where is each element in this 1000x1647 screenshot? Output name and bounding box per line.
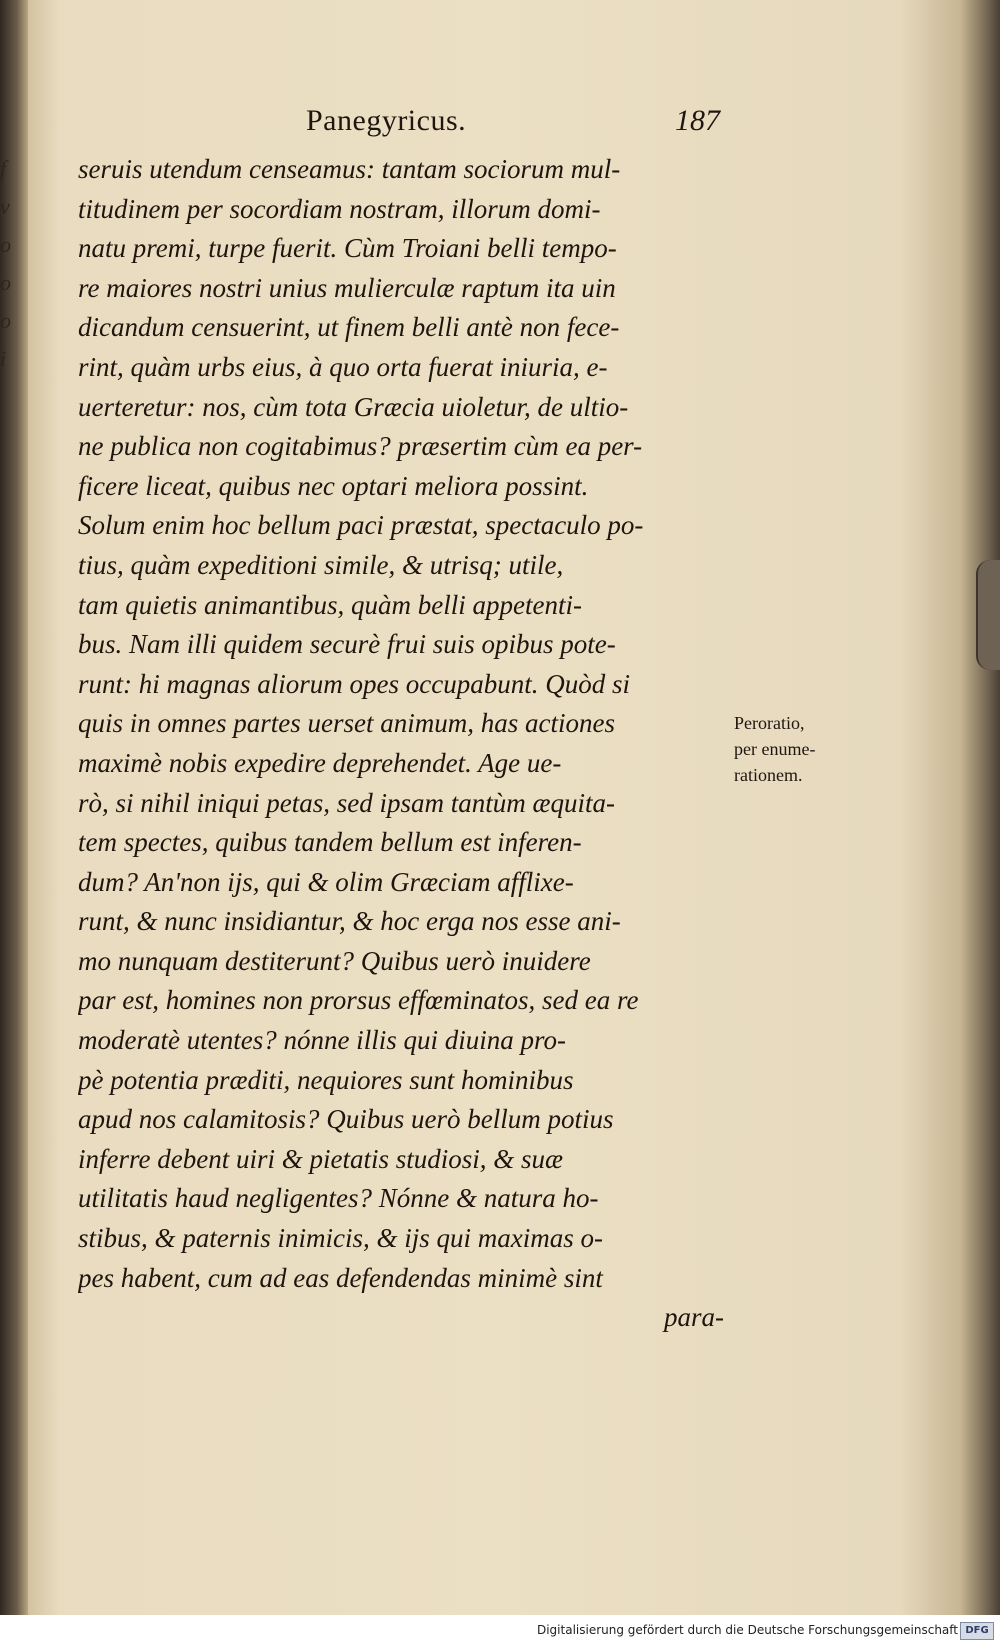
text-line: dum? An'non ijs, qui & olim Græciam afflixe-: [78, 866, 574, 897]
running-header: [300, 104, 720, 144]
text-line: titudinem per socordiam nostram, illorum domi-: [78, 193, 601, 224]
marginal-note-line: Peroratio,: [734, 713, 805, 733]
page-number: 187: [675, 104, 720, 137]
text-line: rò, si nihil iniqui petas, sed ipsam tantùm æquita-: [78, 787, 616, 818]
text-line: pes habent, cum ad eas defendendas minimè sint: [78, 1262, 603, 1293]
text-line: moderatè utentes? nónne illis qui diuina pro-: [78, 1025, 566, 1056]
text-line: runt, & nunc insidiantur, & hoc erga nos esse ani-: [78, 906, 621, 937]
text-line: apud nos calamitosis? Quibus uerò bellum potius: [78, 1104, 614, 1135]
text-line: uerteretur: nos, cùm tota Græcia uioletur, de ultio-: [78, 391, 629, 422]
edge-fragments: f v o o o i: [0, 156, 11, 371]
text-line: seruis utendum censeamus: tantam sociorum mul-: [78, 154, 621, 184]
running-title: Panegyricus.: [306, 104, 467, 137]
footer-bar: [0, 1615, 1000, 1647]
text-line: pè potentia præditi, nequiores sunt hominibus: [78, 1064, 574, 1095]
text-line: bus. Nam illi quidem securè frui suis opibus pote-: [78, 629, 616, 660]
text-line: runt: hi magnas aliorum opes occupabunt. Quòd si: [78, 668, 630, 699]
text-line: tam quietis animantibus, quàm belli appetenti-: [78, 589, 582, 620]
text-line: inferre debent uiri & pietatis studiosi, & suæ: [78, 1143, 563, 1174]
text-line: quis in omnes partes uerset animum, has actiones: [78, 708, 615, 739]
funding-credit: Digitalisierung gefördert durch die Deutsche Forschungsgemeinschaft: [536, 1623, 958, 1637]
marginal-note-line: per enume-: [734, 739, 816, 759]
text-line: tius, quàm expeditioni simile, & utrisq; utile,: [78, 549, 564, 580]
previous-page-edge: [0, 0, 28, 1615]
text-line: natu premi, turpe fuerit. Cùm Troiani belli tempo-: [78, 233, 617, 264]
marginal-note-line: rationem.: [734, 765, 803, 785]
text-line: tem spectes, quibus tandem bellum est inferen-: [78, 827, 582, 858]
text-line: par est, homines non prorsus effœminatos, sed ea re: [78, 985, 639, 1016]
text-line: Solum enim hoc bellum paci præstat, spectaculo po-: [78, 510, 644, 541]
body-text: [78, 150, 724, 1338]
text-line: ne publica non cogitabimus? præsertim cùm ea per-: [78, 431, 643, 462]
text-line: mo nunquam destiterunt? Quibus uerò inuidere: [78, 945, 591, 976]
text-line: re maiores nostri unius mulierculæ raptum ita uin: [78, 272, 616, 303]
text-line: rint, quàm urbs eius, à quo orta fuerat iniuria, e-: [78, 351, 608, 382]
text-line: dicandum censuerint, ut finem belli antè non fece-: [78, 312, 620, 343]
page-tab-marker: [976, 560, 1000, 670]
text-line: utilitatis haud negligentes? Nónne & natura ho-: [78, 1183, 599, 1214]
dfg-logo: DFG: [960, 1622, 994, 1640]
text-line: maximè nobis expedire deprehendet. Age ue-: [78, 747, 562, 778]
text-line: stibus, & paternis inimicis, & ijs qui maximas o-: [78, 1223, 604, 1254]
marginal-note: [734, 710, 854, 788]
text-line: ficere liceat, quibus nec optari meliora possint.: [78, 470, 589, 501]
catchword: para-: [664, 1302, 724, 1333]
